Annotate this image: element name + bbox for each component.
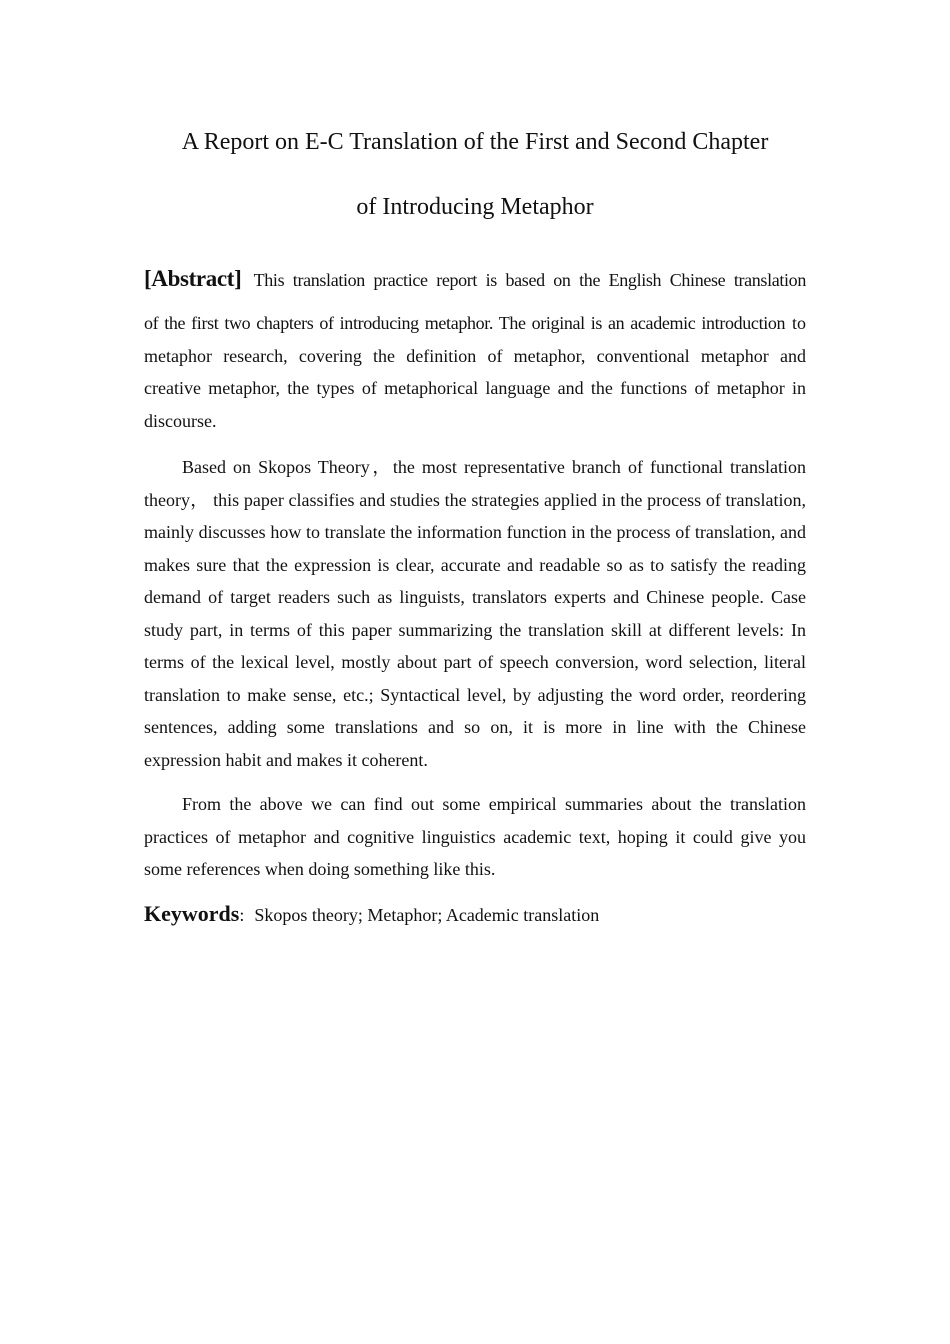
keywords-separator: :	[239, 905, 245, 925]
abstract-paragraph	[144, 262, 806, 437]
abstract-second-line: of the first two chapters of introducing metaphor. The original is an academic introduction	[144, 313, 786, 333]
abstract-first-line	[144, 262, 806, 297]
abstract-label: [Abstract]	[144, 266, 242, 291]
keywords-label: Keywords	[144, 901, 240, 926]
abstract-remaining-text: to metaphor research, covering the definition of metaphor, conventional metaphor and creative metaphor, the types of metaphorical language and the functions of metaphor in discourse.	[144, 313, 806, 431]
abstract-first-line-text: This translation practice report is based on the English Chinese translation	[253, 270, 806, 290]
document-title-line-1: A Report on E-C Translation of the First and Second Chapter	[181, 129, 769, 155]
body-paragraph-summary: From the above we can find out some empirical summaries about the translation practices of metaphor and cognitive linguistics academic text, hoping it could give you some references when doing something like this.	[144, 794, 806, 879]
body-paragraph-skopos: Based on Skopos Theory，the most representative branch of functional translation theory， this paper classifies and studies the strategies applied in the process of translation, mainly discusses how to translate the information function in the process of translation, and makes sure that the expression is clear, accurate and readable so as to satisfy the reading demand of target readers such as linguists, translators experts and Chinese people. Case study part, in terms of this paper summarizing the translation skill at different levels: In terms of the lexical level, mostly about part of speech conversion, word selection, literal translation to make sense, etc.; Syntactical level, by adjusting the word order, reordering sentences, adding some translations and so on, it is more in line with the Chinese expression habit and makes it coherent.	[144, 457, 806, 770]
keywords-line	[144, 898, 806, 931]
abstract-body	[144, 307, 806, 437]
keywords-value: Skopos theory; Metaphor; Academic translation	[254, 905, 600, 925]
document-title-line-2: of Introducing Metaphor	[356, 194, 594, 220]
